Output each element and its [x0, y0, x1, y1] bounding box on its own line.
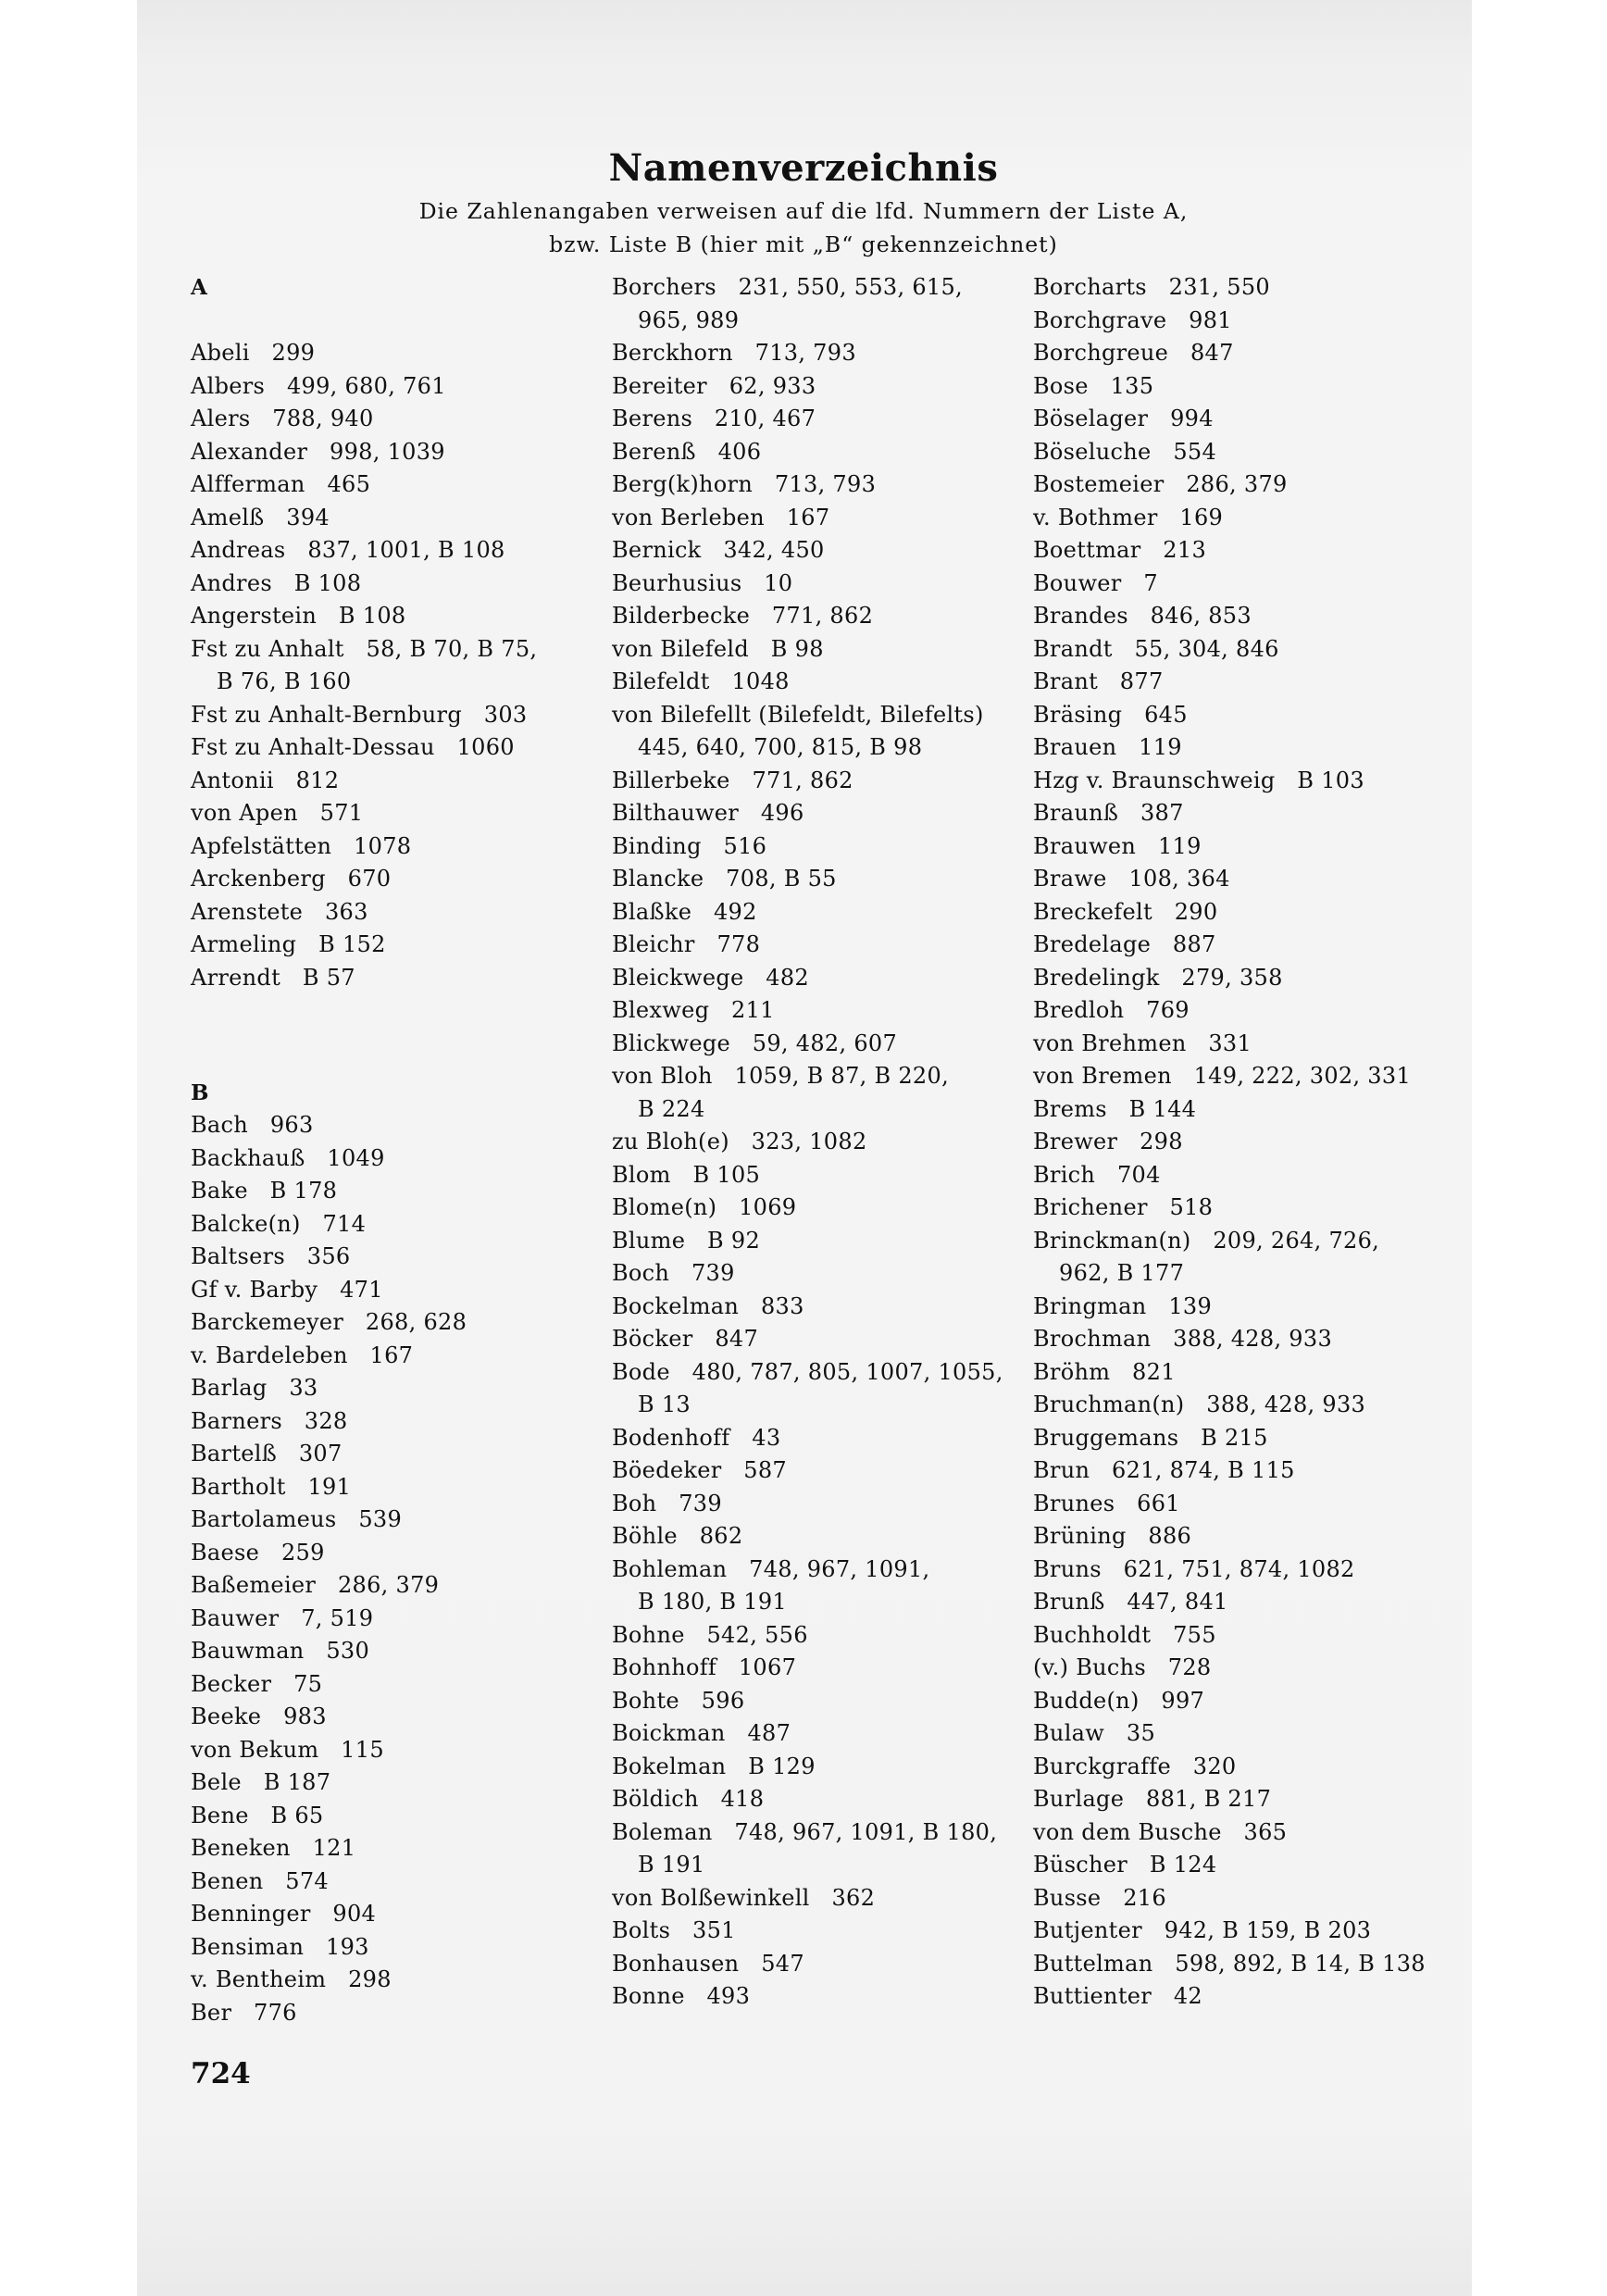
index-entry: v. Bothmer 169 — [1033, 504, 1224, 530]
index-entry: Binding 516 — [612, 832, 767, 859]
index-entry-continuation: B 224 — [638, 1095, 705, 1122]
index-entry: Bohnhoff 1067 — [612, 1654, 797, 1680]
index-entry: Beeke 983 — [191, 1703, 327, 1729]
index-entry-continuation: B 13 — [638, 1391, 691, 1417]
index-entry: Bauwman 530 — [191, 1638, 370, 1664]
index-entry: Bilthauwer 496 — [612, 800, 804, 826]
index-entry: Buchholdt 755 — [1033, 1621, 1216, 1648]
index-entry: Bohte 596 — [612, 1687, 745, 1714]
index-entry: Budde(n) 997 — [1033, 1687, 1205, 1714]
index-column-1 — [191, 271, 598, 2029]
index-entry: Berg(k)horn 713, 793 — [612, 471, 877, 497]
index-entry: Bringman 139 — [1033, 1292, 1213, 1319]
index-entry: Brunß 447, 841 — [1033, 1589, 1228, 1615]
index-entry: Bleichr 778 — [612, 931, 761, 957]
index-entry: Arenstete 363 — [191, 898, 368, 925]
index-entry: Barlag 33 — [191, 1375, 318, 1401]
index-entry: Alfferman 465 — [191, 471, 371, 497]
index-entry: Andreas 837, 1001, B 108 — [191, 537, 505, 563]
index-entry: Bulaw 35 — [1033, 1720, 1156, 1746]
index-entry: Burlage 881, B 217 — [1033, 1786, 1272, 1812]
index-entry: Fst zu Anhalt-Bernburg 303 — [191, 701, 528, 728]
index-entry: Bilderbecke 771, 862 — [612, 603, 874, 629]
index-entry: von dem Busche 365 — [1033, 1818, 1288, 1845]
index-entry: Brems B 144 — [1033, 1095, 1197, 1122]
index-entry: Breckefelt 290 — [1033, 898, 1218, 925]
index-entry: Hzg v. Braunschweig B 103 — [1033, 767, 1364, 793]
index-entry: Barckemeyer 268, 628 — [191, 1309, 467, 1335]
index-entry: Fst zu Anhalt 58, B 70, B 75, — [191, 635, 538, 662]
index-entry: Albers 499, 680, 761 — [191, 372, 446, 399]
index-entry: von Bremen 149, 222, 302, 331 — [1033, 1063, 1412, 1089]
index-column-2 — [612, 271, 1019, 2014]
index-entry: Benen 574 — [191, 1867, 329, 1894]
index-entry: Brawe 108, 364 — [1033, 866, 1230, 892]
index-entry: Bartelß 307 — [191, 1441, 343, 1466]
index-entry: Bartolameus 539 — [191, 1506, 403, 1532]
index-entry: Ber 776 — [191, 1999, 297, 2026]
index-entry: Bach 963 — [191, 1112, 314, 1138]
index-entry: Barners 328 — [191, 1407, 348, 1434]
index-entry: Blom B 105 — [612, 1161, 761, 1188]
index-entry: Alexander 998, 1039 — [191, 438, 445, 465]
index-entry: Bodenhoff 43 — [612, 1424, 781, 1451]
index-entry: Bensiman 193 — [191, 1933, 369, 1960]
index-entry: Bohleman 748, 967, 1091, — [612, 1555, 930, 1582]
section-heading-b: B — [191, 1079, 209, 1105]
index-entry: Blancke 708, B 55 — [612, 866, 837, 892]
index-entry: von Bolßewinkell 362 — [612, 1884, 876, 1911]
index-entry: Brandes 846, 853 — [1033, 603, 1252, 629]
index-entry: Bredloh 769 — [1033, 997, 1190, 1023]
index-entry: Bene B 65 — [191, 1802, 324, 1828]
spacer — [191, 1028, 598, 1077]
index-entry: Bouwer 7 — [1033, 569, 1158, 596]
index-entry: Brun 621, 874, B 115 — [1033, 1457, 1295, 1483]
index-entry: Boickman 487 — [612, 1720, 791, 1746]
index-entry: Borchgrave 981 — [1033, 306, 1232, 333]
page-title: Namenverzeichnis — [608, 146, 999, 190]
index-entry: Bredelingk 279, 358 — [1033, 964, 1283, 991]
index-entry: Blickwege 59, 482, 607 — [612, 1029, 898, 1056]
index-entry: Blome(n) 1069 — [612, 1194, 797, 1220]
index-entry: Bonne 493 — [612, 1983, 751, 2009]
index-entry: von Apen 571 — [191, 800, 364, 826]
index-entry: Bruggemans B 215 — [1033, 1424, 1268, 1451]
index-entry: v. Bardeleben 167 — [191, 1341, 414, 1368]
index-entry: Büscher B 124 — [1033, 1852, 1217, 1878]
section-heading-a: A — [191, 275, 208, 300]
index-entry: Böcker 847 — [612, 1326, 759, 1352]
index-entry: Brinckman(n) 209, 264, 726, — [1033, 1227, 1380, 1254]
index-entry: v. Bentheim 298 — [191, 1966, 392, 1992]
index-entry: Böedeker 587 — [612, 1457, 787, 1483]
spacer — [191, 305, 598, 338]
index-entry: Buttienter 42 — [1033, 1983, 1202, 2009]
index-entry: Apfelstätten 1078 — [191, 832, 412, 859]
index-column-3 — [1033, 271, 1477, 2014]
index-entry-continuation: 445, 640, 700, 815, B 98 — [638, 734, 923, 760]
index-entry: Baßemeier 286, 379 — [191, 1572, 440, 1598]
index-entry: Blaßke 492 — [612, 898, 757, 925]
index-entry: Bele B 187 — [191, 1769, 331, 1795]
index-entry: Bräsing 645 — [1033, 701, 1188, 728]
index-entry: Baese 259 — [191, 1539, 325, 1566]
index-entry: Arrendt B 57 — [191, 964, 355, 991]
index-entry: zu Bloh(e) 323, 1082 — [612, 1129, 867, 1154]
index-entry-continuation: 965, 989 — [638, 306, 740, 333]
index-entry: Bonhausen 547 — [612, 1950, 804, 1977]
index-entry: Benninger 904 — [191, 1901, 377, 1927]
index-entry: von Brehmen 331 — [1033, 1029, 1252, 1056]
index-entry: Brochman 388, 428, 933 — [1033, 1326, 1333, 1352]
index-entry: Boettmar 213 — [1033, 537, 1207, 563]
index-entry: Berens 210, 467 — [612, 406, 816, 431]
index-entry: Brant 877 — [1033, 668, 1164, 694]
index-entry: Amelß 394 — [191, 504, 330, 530]
index-entry: Beurhusius 10 — [612, 569, 793, 596]
index-entry: Gf v. Barby 471 — [191, 1276, 383, 1303]
index-entry: Beneken 121 — [191, 1835, 356, 1861]
index-entry: Alers 788, 940 — [191, 406, 374, 431]
index-entry: Brich 704 — [1033, 1161, 1161, 1188]
index-entry: Bartholt 191 — [191, 1473, 352, 1500]
index-entry: Böselager 994 — [1033, 406, 1214, 431]
index-entry-continuation: B 191 — [638, 1852, 705, 1878]
subtitle-line-1: Die Zahlenangaben verweisen auf die lfd. Nummern der Liste A, — [418, 198, 1189, 224]
index-entry: Buttelman 598, 892, B 14, B 138 — [1033, 1950, 1426, 1977]
index-entry: Busse 216 — [1033, 1884, 1166, 1911]
index-entry-continuation: 962, B 177 — [1059, 1260, 1185, 1286]
index-entry: von Berleben 167 — [612, 504, 830, 530]
index-entry: Brunes 661 — [1033, 1490, 1180, 1516]
index-entry: Backhauß 1049 — [191, 1144, 385, 1171]
index-entry: Butjenter 942, B 159, B 203 — [1033, 1917, 1372, 1943]
index-entry: Blexweg 211 — [612, 997, 775, 1023]
index-entry: Brewer 298 — [1033, 1129, 1183, 1154]
index-entry: Bode 480, 787, 805, 1007, 1055, — [612, 1358, 1003, 1385]
index-entry: Andres B 108 — [191, 569, 362, 596]
index-entry: Bockelman 833 — [612, 1292, 804, 1319]
index-entry: Bokelman B 129 — [612, 1753, 816, 1779]
index-entry: Bolts 351 — [612, 1917, 736, 1943]
index-entry: Böldich 418 — [612, 1786, 765, 1812]
index-entry: Burckgraffe 320 — [1033, 1753, 1237, 1779]
page-number: 724 — [191, 2057, 251, 2090]
index-entry-continuation: B 180, B 191 — [638, 1589, 788, 1615]
index-entry: Becker 75 — [191, 1670, 323, 1697]
index-entry: von Bilefeld B 98 — [612, 635, 824, 662]
index-entry: Bredelage 887 — [1033, 931, 1216, 957]
index-entry: Abeli 299 — [191, 340, 316, 366]
index-entry: Bostemeier 286, 379 — [1033, 471, 1288, 497]
index-entry: Bernick 342, 450 — [612, 537, 825, 563]
index-entry: Berenß 406 — [612, 438, 762, 465]
index-entry: von Bilefellt (Bilefeldt, Bilefelts) — [612, 701, 984, 728]
index-entry: Balcke(n) 714 — [191, 1210, 367, 1237]
index-entry: Bröhm 821 — [1033, 1358, 1176, 1385]
index-entry: Baltsers 356 — [191, 1243, 351, 1269]
index-entry: Borcharts 231, 550 — [1033, 274, 1270, 300]
index-entry: von Bloh 1059, B 87, B 220, — [612, 1063, 950, 1089]
index-entry: Brichener 518 — [1033, 1194, 1214, 1220]
index-entry: Brauwen 119 — [1033, 832, 1202, 859]
index-entry: von Bekum 115 — [191, 1736, 384, 1763]
index-entry: Bohne 542, 556 — [612, 1621, 808, 1648]
index-entry: Borchers 231, 550, 553, 615, — [612, 274, 963, 300]
index-entry: Bruchman(n) 388, 428, 933 — [1033, 1391, 1366, 1417]
index-entry: Antonii 812 — [191, 767, 340, 793]
index-entry: Borchgreue 847 — [1033, 340, 1234, 366]
index-entry: Bose 135 — [1033, 372, 1154, 399]
index-entry-continuation: B 76, B 160 — [217, 668, 352, 694]
index-entry: Angerstein B 108 — [191, 603, 406, 629]
index-entry: Boleman 748, 967, 1091, B 180, — [612, 1818, 998, 1845]
index-entry: Bauwer 7, 519 — [191, 1604, 374, 1631]
index-entry: Fst zu Anhalt-Dessau 1060 — [191, 734, 515, 760]
index-entry: (v.) Buchs 728 — [1033, 1654, 1212, 1680]
index-entry: Braunß 387 — [1033, 800, 1184, 826]
index-entry: Bilefeldt 1048 — [612, 668, 790, 694]
index-entry: Bake B 178 — [191, 1178, 338, 1204]
index-entry: Brandt 55, 304, 846 — [1033, 635, 1279, 662]
index-entry: Bereiter 62, 933 — [612, 372, 816, 399]
index-entry: Bleickwege 482 — [612, 964, 809, 991]
index-entry: Billerbeke 771, 862 — [612, 767, 853, 793]
index-entry: Armeling B 152 — [191, 931, 386, 957]
index-entry: Bruns 621, 751, 874, 1082 — [1033, 1555, 1355, 1582]
index-entry: Berckhorn 713, 793 — [612, 340, 856, 366]
index-entry: Blume B 92 — [612, 1227, 761, 1254]
index-entry: Brauen 119 — [1033, 734, 1182, 760]
spacer — [191, 994, 598, 1028]
index-entry: Boh 739 — [612, 1490, 722, 1516]
index-entry: Böhle 862 — [612, 1523, 743, 1549]
index-entry: Böseluche 554 — [1033, 438, 1217, 465]
index-entry: Arckenberg 670 — [191, 866, 392, 892]
index-entry: Boch 739 — [612, 1260, 735, 1286]
index-entry: Brüning 886 — [1033, 1523, 1192, 1549]
subtitle-line-2: bzw. Liste B (hier mit „B“ gekennzeichnet) — [549, 231, 1058, 257]
